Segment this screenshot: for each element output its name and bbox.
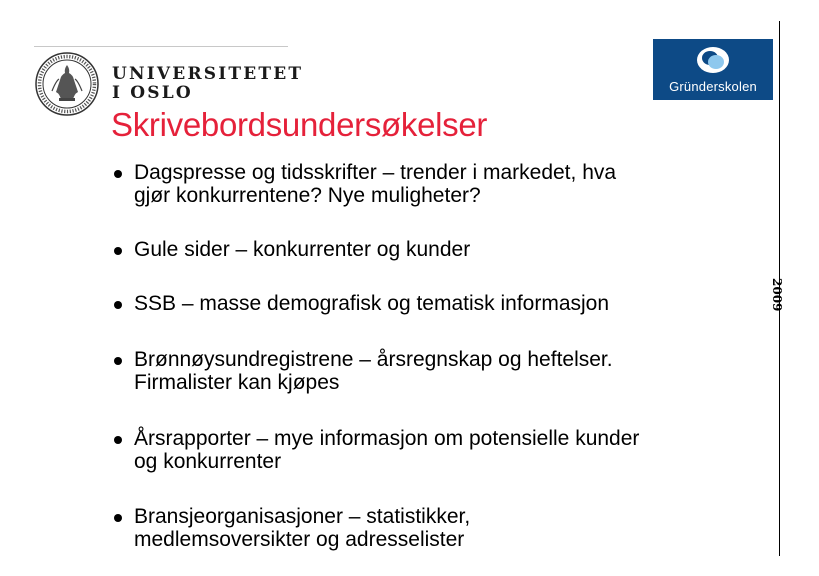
bullet-text: Bransjeorganisasjoner – statistikker, medlemsoversikter og adresselister — [134, 505, 471, 551]
university-name — [112, 65, 303, 103]
bullet-text: Gule sider – konkurrenter og kunder — [134, 238, 471, 261]
bullet-dot-icon — [114, 436, 122, 444]
bullet-text: Årsrapporter – mye informasjon om potensielle kunder og konkurrenter — [134, 427, 640, 473]
bullet-dot-icon — [114, 170, 122, 178]
bullet-text: Brønnøysundregistrene – årsregnskap og heftelser. Firmalister kan kjøpes — [134, 348, 613, 394]
university-name-line1: UNIVERSITETET — [112, 64, 304, 84]
bullet-dot-icon — [114, 301, 122, 309]
year-label: 2009 — [770, 278, 784, 312]
slide-title: Skrivebordsundersøkelser — [111, 106, 488, 143]
grunderskolen-mark-icon — [695, 45, 731, 75]
bullet-item — [104, 505, 764, 551]
bullet-item — [104, 161, 764, 207]
bullet-item — [104, 238, 764, 261]
university-logo — [34, 46, 304, 110]
bullet-dot-icon — [114, 514, 122, 522]
bullet-item — [104, 427, 764, 473]
bullet-text: Dagspresse og tidsskrifter – trender i markedet, hva gjør konkurrentene? Nye muligheter? — [134, 161, 617, 207]
bullet-dot-icon — [114, 357, 122, 365]
bullet-item — [104, 292, 764, 315]
grunderskolen-logo — [653, 39, 773, 100]
university-name-line2: I OSLO — [112, 83, 193, 103]
bullet-dot-icon — [114, 247, 122, 255]
bullet-text: SSB – masse demografisk og tematisk informasjon — [134, 292, 610, 315]
bullet-item — [104, 348, 764, 394]
logo-rule — [34, 46, 288, 47]
university-seal-icon — [34, 51, 100, 117]
grunderskolen-logo-text: Gründerskolen — [669, 79, 757, 94]
